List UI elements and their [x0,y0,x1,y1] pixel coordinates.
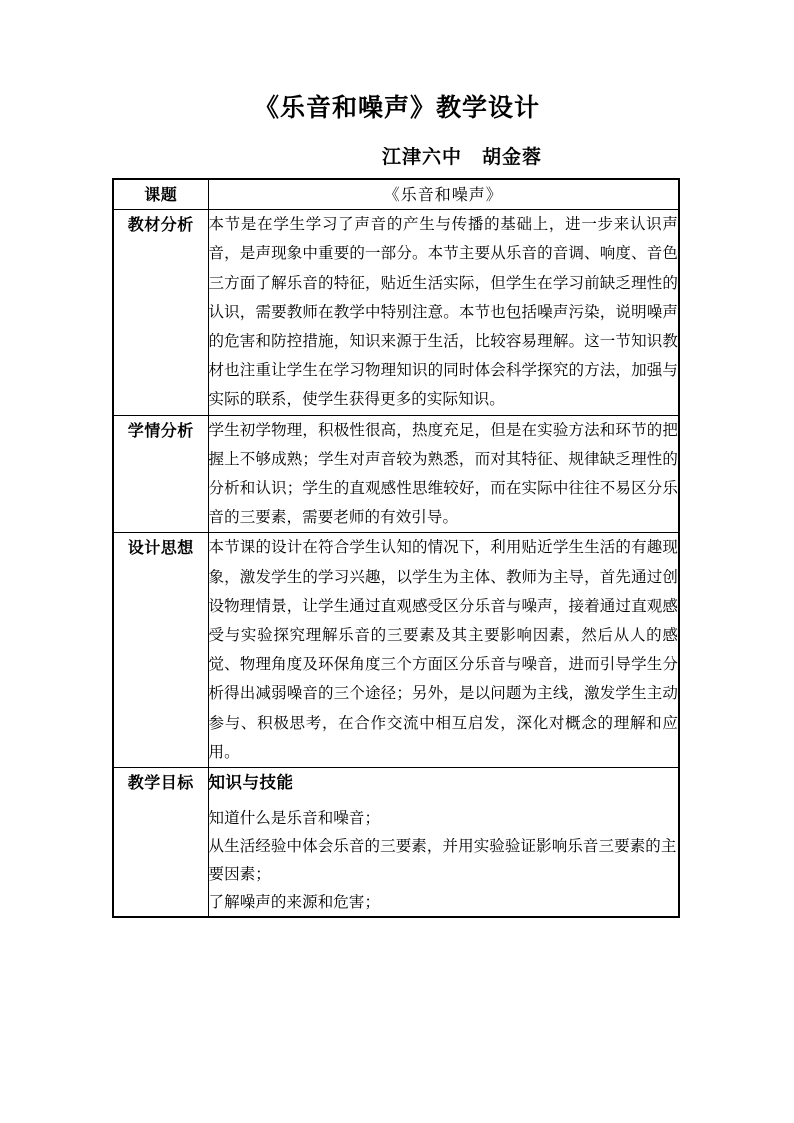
row-label-teaching-goals: 教学目标 [113,768,208,918]
goal-item: 知道什么是乐音和噪音； [208,809,381,828]
row-label-student-analysis: 学情分析 [113,415,208,533]
goal-item: 了解噪声的来源和危害； [208,893,381,912]
table-row [113,533,679,768]
row-value-design-idea: 本节课的设计在符合学生认知的情况下，利用贴近学生生活的有趣现象，激发学生的学习兴趣，以学生为主体、教师为主导，首先通过创设物理情景，让学生通过直观感受区分乐音与噪声，接着通过直观感受与实验探究理解乐音的三要素及其主要影响因素，然后从人的感觉、物理角度及环保角度三个方面区分乐音与噪音，进而引导学生分析得出减弱噪音的三个途径；另外，是以问题为主线，激发学生主动参与、积极思考，在合作交流中相互启发，深化对概念的理解和应用。 [208,533,679,768]
lesson-plan-table [112,178,680,918]
page-title: 《乐音和噪声》教学设计 [253,93,540,122]
row-label-design-idea: 设计思想 [113,533,208,768]
document-byline: 江津六中 胡金蓉 [381,146,542,168]
row-value-student-analysis: 学生初学物理，积极性很高，热度充足，但是在实验方法和环节的把握上不够成熟；学生对声音较为熟悉，而对其特征、规律缺乏理性的分析和认识；学生的直观感性思维较好，而在实际中往往不易区分乐音的三要素，需要老师的有效引导。 [208,415,679,533]
row-value-subject: 《乐音和噪声》 [208,179,679,210]
table-row [113,415,679,533]
table-row [113,768,679,918]
row-value-teaching-goals [208,768,679,918]
goals-subheading: 知识与技能 [208,773,294,793]
row-label-subject: 课题 [113,179,208,210]
row-value-material-analysis: 本节是在学生学习了声音的产生与传播的基础上，进一步来认识声音，是声现象中重要的一部分。本节主要从乐音的音调、响度、音色三方面了解乐音的特征，贴近生活实际，但学生在学习前缺乏理性的认识，需要教师在教学中特别注意。本节也包括噪声污染，说明噪声的危害和防控措施，知识来源于生活，比较容易理解。这一节知识教材也注重让学生在学习物理知识的同时体会科学探究的方法，加强与实际的联系，使学生获得更多的实际知识。 [208,210,679,415]
table-row [113,210,679,415]
row-label-material-analysis: 教材分析 [113,210,208,415]
table-row [113,179,679,210]
goal-item: 从生活经验中体会乐音的三要素，并用实验验证影响乐音三要素的主要因素； [208,837,677,884]
